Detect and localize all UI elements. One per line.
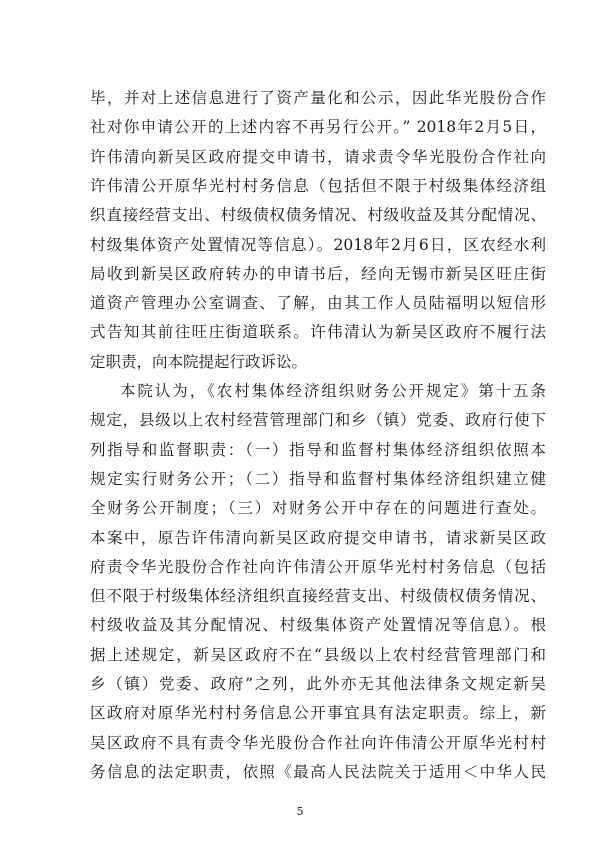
- page-number: 5: [296, 805, 304, 819]
- text-line: 规定，县级以上农村经营管理部门和乡（镇）党委、政府行使下: [90, 411, 546, 430]
- text-line: 毕，并对上述信息进行了资产量化和公示，因此华光股份合作: [90, 89, 546, 107]
- text-line: 许伟清向新吴区政府提交申请书，请求责令华光股份合作社向: [90, 147, 546, 166]
- text-line: 许伟清公开原华光村村务信息（包括但不限于村级集体经济组: [90, 176, 546, 195]
- text-line: 但不限于村级集体经济组织直接经营支出、村级债权债务情况、: [90, 587, 546, 606]
- text-line: 务信息的法定职责，依照《最高人民法院关于适用＜中华人民: [90, 762, 546, 781]
- text-line: 社对你申请公开的上述内容不再另行公开。” 2018年2月5日，: [90, 118, 546, 137]
- text-line: 吴区政府不具有责令华光股份合作社向许伟清公开原华光村村: [90, 733, 546, 752]
- text-line: 式告知其前往旺庄街道联系。许伟清认为新吴区政府不履行法: [90, 323, 546, 342]
- text-line: 乡（镇）党委、政府”之列，此外亦无其他法律条文规定新吴: [90, 675, 546, 693]
- text-line: 区政府对原华光村村务信息公开事宜具有法定职责。综上，新: [90, 704, 546, 723]
- text-line: 村级集体资产处置情况等信息）。2018年2月6日，区农经水利: [90, 235, 546, 254]
- text-line: 道资产管理办公室调查、了解，由其工作人员陆福明以短信形: [90, 294, 546, 313]
- text-line: 规定实行财务公开；（二）指导和监督村集体经济组织建立健: [90, 469, 546, 488]
- text-line: 局收到新吴区政府转办的申请书后，经向无锡市新吴区旺庄街: [90, 264, 546, 283]
- text-line: 据上述规定，新吴区政府不在“县级以上农村经营管理部门和: [90, 645, 546, 664]
- text-line: 本案中，原告许伟清向新吴区政府提交申请书，请求新吴区政: [90, 528, 546, 547]
- text-line: 全财务公开制度；（三）对财务公开中存在的问题进行查处。: [90, 499, 546, 518]
- text-line: 列指导和监督职责：（一）指导和监督村集体经济组织依照本: [90, 440, 546, 459]
- text-line: 织直接经营支出、村级债权债务情况、村级收益及其分配情况、: [90, 206, 546, 225]
- text-line: 府责令华光股份合作社向许伟清公开原华光村村务信息（包括: [90, 557, 546, 576]
- text-line: 村级收益及其分配情况、村级集体资产处置情况等信息）。根: [90, 616, 546, 635]
- text-line: 本院认为，《农村集体经济组织财务公开规定》第十五条: [120, 382, 546, 400]
- text-line: 定职责，向本院提起行政诉讼。: [90, 352, 308, 371]
